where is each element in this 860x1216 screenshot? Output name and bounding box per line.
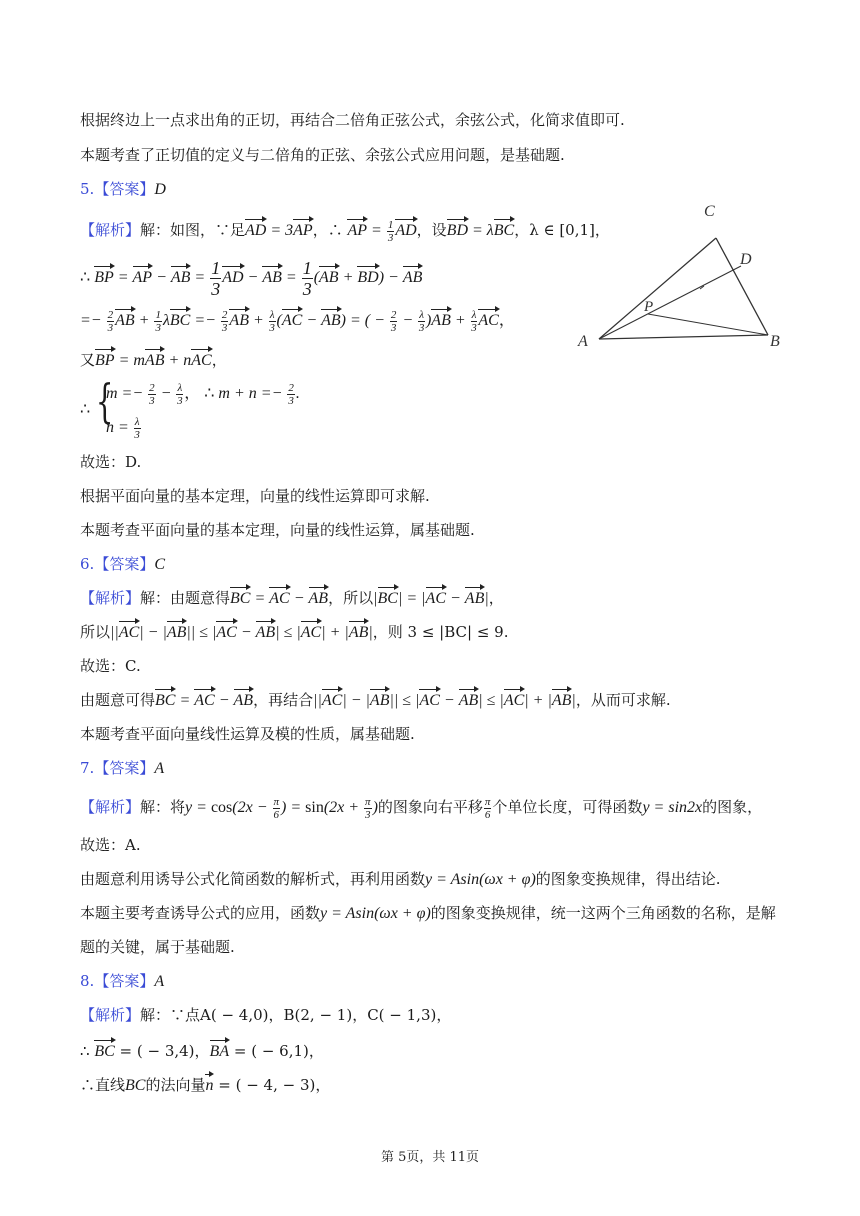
answer-value: A [154,760,165,777]
text: 解：∵点A( − 4,0)，B(2, − 1)，C( − 1,3)， [140,1006,452,1024]
text: 的图象向右平移 [377,798,483,817]
label-d: D [740,251,752,268]
text: ，λ ∈ [0,1]， [514,221,610,240]
text: ，设 [416,221,447,240]
answer-value: D [154,181,166,198]
solution-line: 【解析】解：如图，∵足AD = 3AP，∴ AP = $\frac{1}{3}$ AD，设BD = λBC，λ ∈ [0,1]， [80,219,610,244]
label-c: C [704,203,715,220]
text-line: 本题考查平面向量的基本定理，向量的线性运算，属基础题. [80,521,475,539]
text: ，所以 [328,589,374,607]
answer-line-q6 [80,554,165,575]
answer-tag: 【答案】 [94,972,155,990]
solution-line: 【解析】解：将y = cos(2x − $\frac{\pi}{6}$ ) = sin(2x + $\frac{\pi}{3}$ )的图象向右平移 $\frac{\pi}{6}$ 个单位长度，可得函数y = sin2x的图象， [80,796,763,821]
text: = ( − 6,1)， [229,1042,324,1060]
choose-line: 故选：C. [80,657,141,675]
text-line: 本题考查了正切值的定义与二倍角的正弦、余弦公式应用问题，是基础题. [80,146,565,164]
choose-line: 故选：A. [80,836,141,854]
text: 所以 [80,623,111,641]
answer-value: A [154,973,165,990]
label-p: P [644,299,654,315]
math-line: =− $\frac{2}{3}$ AB + $\frac{1}{3}$ λBC =− $\frac{2}{3}$ AB + $\frac{\lambda}{3}$ (AC − AB) = ( − $\frac{2}{3}$ − $\frac{\lambda}{3}$ )AB + $\frac{\lambda}{3}$ AC， [80,309,515,334]
choose-line: 故选：D. [80,453,142,471]
answer-value: C [154,556,165,573]
text: ∴ [80,1042,95,1060]
analysis-tag: 【解析】 [80,589,141,607]
text: ∴直线 [80,1076,126,1094]
math-line: 又BP = mAB + nAC， [80,351,227,369]
triangle-figure [570,196,795,356]
text: ，∴ [312,221,348,240]
text: 解：如图，∵足 [140,221,246,240]
math-line: ∴ BP = AP − AB = $\frac{1}{3}$ AD − AB = $\frac{1}{3}$ (AB + BD) − AB [80,258,423,299]
text-line: 题的关键，属于基础题. [80,938,235,956]
text: 个单位长度，可得函数 [492,798,643,817]
text-line: 由题意可得BC = AC − AB，再结合||AC| − |AB|| ≤ |AC − AB| ≤ |AC| + |AB|，从而可求解. [80,691,671,709]
answer-tag: 【答案】 [94,180,155,198]
solution-line [80,1005,451,1025]
text: BC [125,1077,146,1094]
text: 解：由题意得 [140,589,231,607]
question-number: 6. [80,555,95,573]
analysis-tag: 【解析】 [80,798,141,817]
text-line: 根据终边上一点求出角的正切，再结合二倍角正弦公式，余弦公式，化简求值即可. [80,111,625,129]
solution-line: 【解析】解：由题意得BC = AC − AB，所以|BC| = |AC − AB|， [80,589,504,607]
math-line: ∴直线BC的法向量n = ( − 4, − 3)， [80,1076,331,1094]
label-a: A [578,333,588,350]
text: 本题主要考查诱导公式的应用，函数 [80,904,321,922]
page-footer: 第 5页，共 11页 [380,1150,480,1165]
question-number: 7. [80,759,95,777]
question-number: 8. [80,972,95,990]
text: ，再结合 [253,691,314,709]
text: 由题意利用诱导公式化简函数的解析式，再利用函数 [80,870,426,888]
text: 的图象变换规律，统一这两个三角函数的名称，是解 [430,904,776,922]
text-line: 根据平面向量的基本定理，向量的线性运算即可求解. [80,487,430,505]
text: 又 [80,351,96,369]
answer-line-q8 [80,971,164,992]
answer-tag: 【答案】 [94,555,155,573]
text: 的图象变换规律，得出结论. [535,870,721,888]
analysis-tag: 【解析】 [80,1006,141,1024]
answer-line-q5 [80,179,166,200]
label-b: B [770,333,780,350]
text: 解：将 [140,798,186,817]
text: = ( − 3,4)， [114,1042,210,1060]
text-line: 由题意利用诱导公式化简函数的解析式，再利用函数y = Asin(ωx + φ)的图象变换规律，得出结论. [80,870,721,888]
question-number: 5. [80,180,95,198]
answer-tag: 【答案】 [94,759,155,777]
text: 由题意可得 [80,691,156,709]
text-line: 本题考查平面向量线性运算及模的性质，属基础题. [80,725,415,743]
text: 的法向量 [145,1076,206,1094]
answer-line-q7 [80,758,164,779]
math-line: ∴ BC = ( − 3,4)，BA = ( − 6,1)， [80,1042,324,1060]
text: ，从而可求解. [575,691,671,709]
text: = ( − 4, − 3)， [213,1076,331,1094]
analysis-tag: 【解析】 [80,221,141,240]
text-line: 本题主要考查诱导公式的应用，函数y = Asin(ωx + φ)的图象变换规律，统一这两个三角函数的名称，是解 [80,904,776,922]
math-line: 所以||AC| − |AB|| ≤ |AC − AB| ≤ |AC| + |AB|，则 3 ≤ |BC| ≤ 9. [80,623,509,641]
text: ，则 3 ≤ |BC| ≤ 9. [372,623,509,641]
text: 的图象， [702,798,763,817]
